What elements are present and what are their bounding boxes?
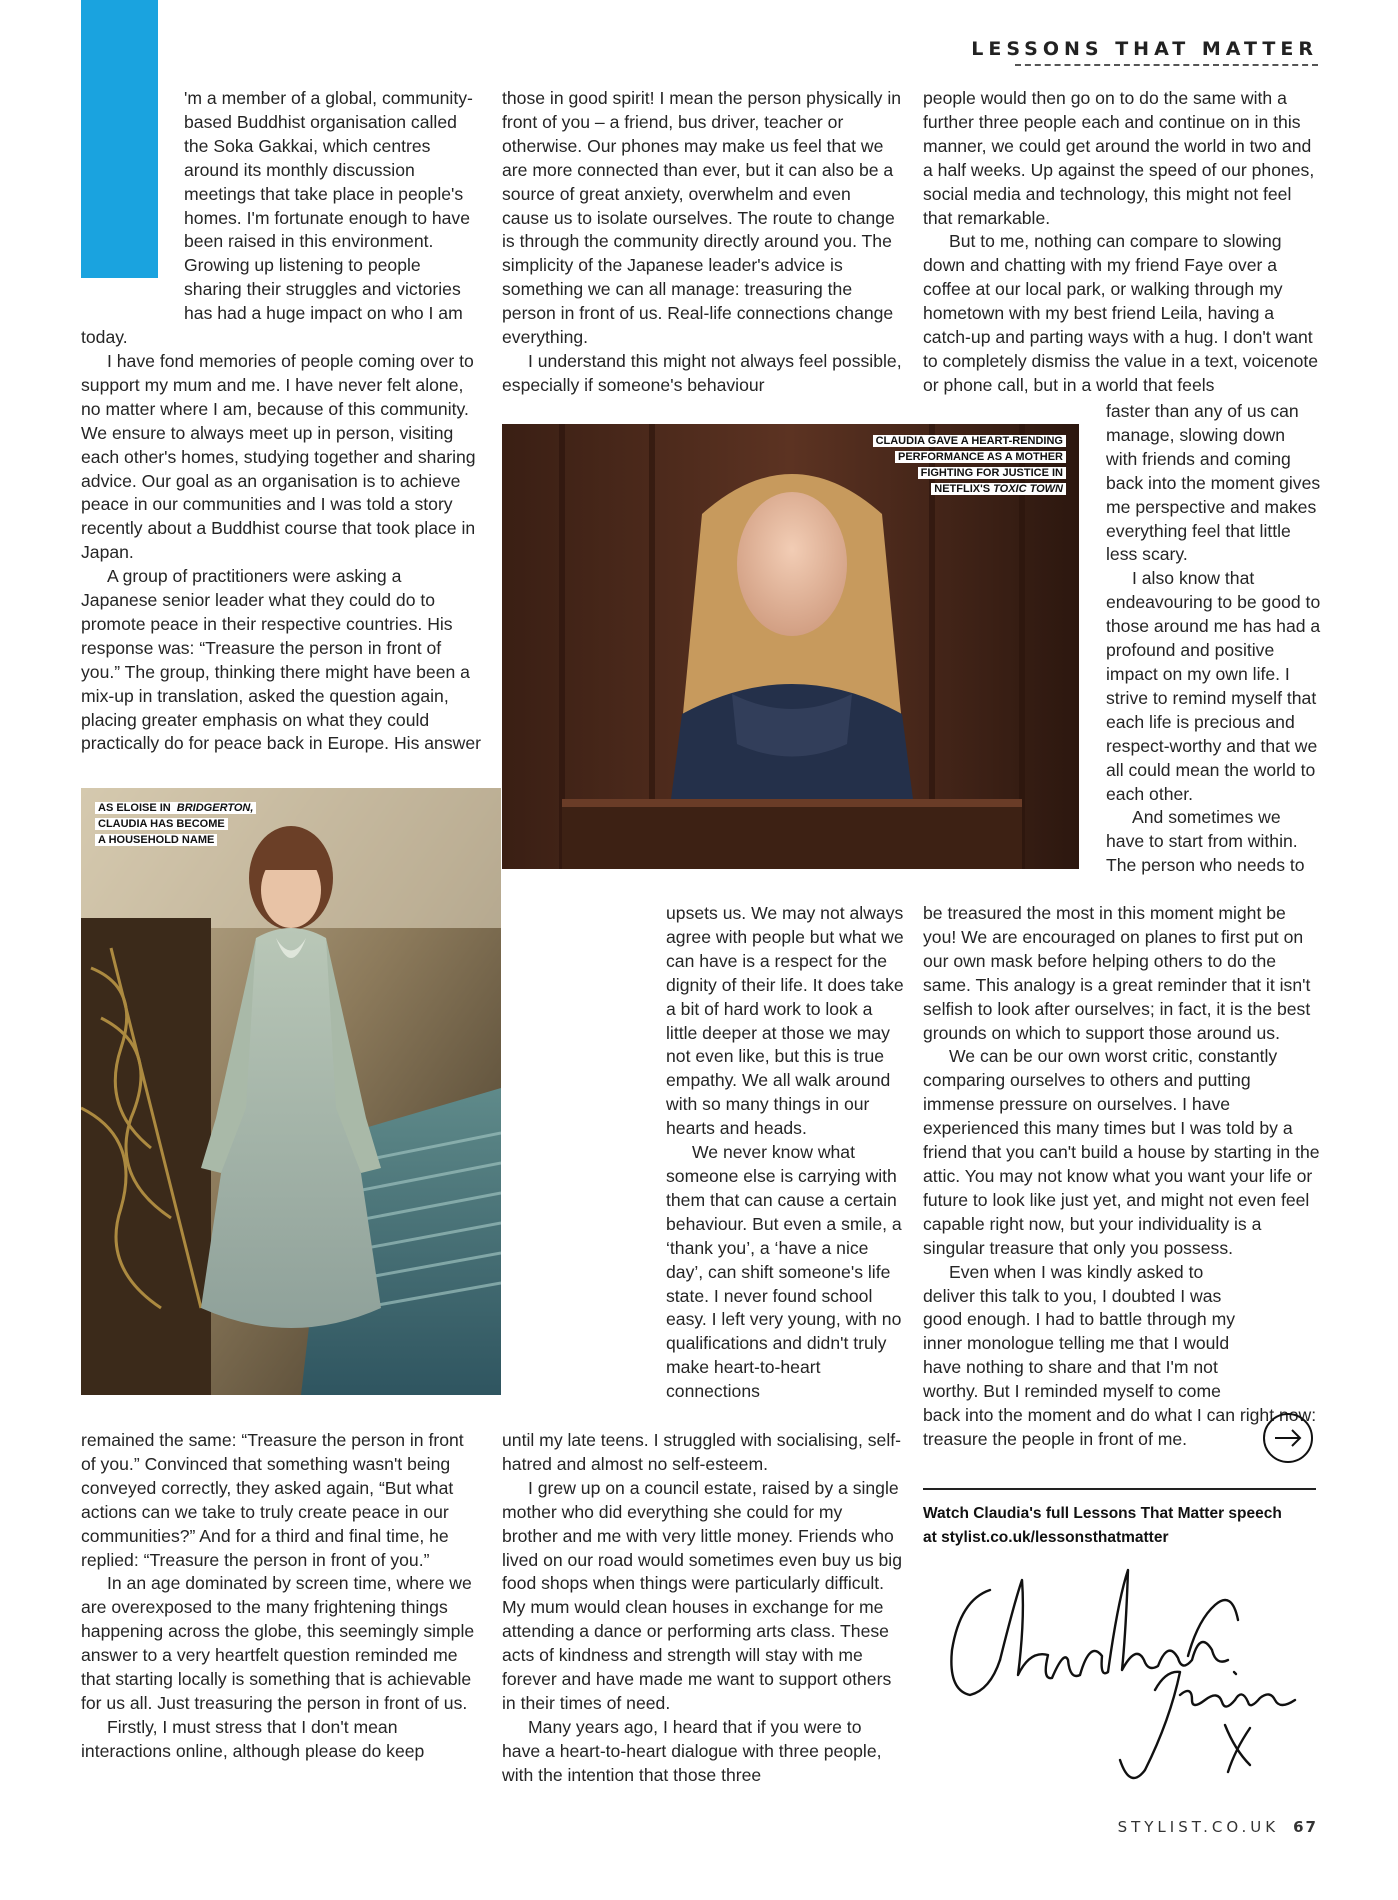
column-3-narrow [1106,400,1321,878]
caption-text: PERFORMANCE AS A MOTHER [895,451,1066,463]
caption-text: A HOUSEHOLD NAME [95,834,217,846]
article-paragraph: In an age dominated by screen time, where we are overexposed to the many frightening things happening across the globe, this seemingly simple answer to a very heartfelt question reminded me that starting locally is something that is achievable for us all. Just treasuring the person in front of us. [81,1573,475,1713]
article-paragraph: people would then go on to do the same with a further three people each and continue on in this manner, we could get around the world in two and a half weeks. Up against the speed of our phones, social media and technology, this might not feel that remarkable. [923,88,1315,228]
article-paragraph: We can be our own worst critic, constantly comparing ourselves to others and putting immense pressure on ourselves. I have experienced this many times but I was told by a friend that you can't build a house by starting in the attic. You may not know what you want your life or future to look like just yet, and might not even feel capable right now, but your individuality is a singular treasure that only you possess. [923,1046,1320,1258]
handwritten-signature [930,1560,1330,1800]
caption-text: CLAUDIA GAVE A HEART-RENDING [873,435,1066,447]
column-2-top [502,87,902,398]
caption-text: CLAUDIA HAS BECOME [95,818,228,830]
article-paragraph: 'm a member of a global, community-based Buddhist organisation called the Soka Gakkai, which centres around its monthly discussion meetings that take place in people's homes. I'm fortunate enough to have been raised in this environment. Growing up listening to people sharing their struggles and victories has had a huge impact on who I am today. [81,88,473,348]
article-paragraph: Firstly, I must stress that I don't mean interactions online, although please do keep [81,1716,425,1761]
column-1-bottom [81,1429,481,1764]
article-paragraph: We never know what someone else is carrying with them that can cause a certain behaviour. But even a smile, a ‘thank you’, a ‘have a nice day’, can shift someone's life state. I never found school easy. I left very young, with no qualifications and didn't truly make heart-to-heart connections [666,1142,902,1402]
column-2-middle [666,902,906,1404]
bridgerton-photo [81,788,501,1395]
bridgerton-caption [95,800,256,848]
caption-text: AS ELOISE IN [95,802,177,814]
final-paragraph-wrap [923,1261,1323,1452]
toxic-town-caption [873,433,1066,497]
article-paragraph: Many years ago, I heard that if you were to have a heart-to-heart dialogue with three people, with the intention that those three [502,1716,882,1785]
column-1-top [81,87,481,756]
article-paragraph: Even when I was kindly asked to deliver this talk to you, I doubted I was good enough. I had to battle through my inner monologue telling me that I would have nothing to share and that I'm not worthy. But I reminded myself to come back into the moment and do what I can right now: treasure the people in front of me. [923,1261,1317,1449]
article-paragraph: I also know that endeavouring to be good to those around me has had a profound and positive impact on my own life. I strive to remind myself that each life is precious and respect-worthy and that we all could mean the world to each other. [1106,568,1321,804]
article-paragraph: I grew up on a council estate, raised by a single mother who did everything she could for my brother and me with very little money. Friends who lived on our road would sometimes even buy us big food shops when things were particularly difficult. My mum would clean houses in exchange for me attending a dance or performing arts class. These acts of kindness and strength will stay with me forever and have made me want to support others in their times of need. [502,1477,902,1713]
article-paragraph: faster than any of us can manage, slowing down with friends and coming back into the moment gives me perspective and makes everything feel that little less scary. [1106,401,1321,565]
page-footer [1118,1818,1318,1836]
page-number: 67 [1293,1818,1318,1836]
watch-cta [923,1502,1323,1550]
article-paragraph: I have fond memories of people coming over to support my mum and me. I have never felt alone, no matter where I am, because of this community. We ensure to always meet up in person, visiting each other's homes, studying together and sharing advice. Our goal as an organisation is to achieve peace in our communities and I was told a story recently about a Buddhist course that took place in Japan. [81,350,476,563]
article-paragraph: until my late teens. I struggled with socialising, self-hatred and almost no self-esteem. [502,1430,901,1474]
column-3-top [923,87,1323,398]
footer-site: STYLIST.CO.UK [1117,1818,1280,1836]
article-paragraph: A group of practitioners were asking a Japanese senior leader what they could do to promote peace in their respective countries. His response was: “Treasure the person in front of you.” The group, thinking there might have been a mix-up in translation, asked the question again, placing greater emphasis on what they could practically do for peace back in Europe. His answer [81,566,481,754]
end-divider [923,1488,1316,1490]
article-paragraph: remained the same: “Treasure the person in front of you.” Convinced that something wasn't being conveyed correctly, they asked again, “But what actions can we take to truly create peace in our communities?” And for a third and final time, he replied: “Treasure the person in front of you.” [81,1430,464,1570]
next-page-button[interactable] [1263,1413,1313,1463]
column-3-bottom [923,902,1323,1452]
caption-show-title: BRIDGERTON, [177,802,257,814]
cta-line: Watch Claudia's full Lessons That Matter speech [923,1505,1282,1522]
article-paragraph: I understand this might not always feel possible, especially if someone's behaviour [502,350,902,395]
article-paragraph: those in good spirit! I mean the person physically in front of you – a friend, bus driver, teacher or otherwise. Our phones may make us feel that we are more connected than ever, but it can also be a source of great anxiety, overwhelm and even cause us to isolate ourselves. The route to change is through the community directly around you. The simplicity of the Japanese leader's advice is something we can all manage: treasuring the person in front of us. Real-life connections change everything. [502,88,902,348]
intro-paragraph-wrap [81,87,481,350]
article-paragraph: upsets us. We may not always agree with people but what we can have is a respect for the dignity of their life. It does take a bit of hard work to look a little deeper at those we may not even like, but this is true empathy. We all walk around with so many things in our hearts and heads. [666,903,904,1139]
article-paragraph: be treasured the most in this moment might be you! We are encouraged on planes to first put on our own mask before helping others to do the same. This analogy is a great reminder that it isn't selfish to look after ourselves; in fact, it is the best grounds on which to support those around us. [923,903,1311,1043]
caption-text: FIGHTING FOR JUSTICE IN [918,467,1066,479]
cta-link[interactable]: at stylist.co.uk/lessonsthatmatter [923,1529,1169,1546]
signature [930,1560,1330,1800]
section-title: LESSONS THAT MATTER [971,38,1318,60]
column-2-bottom [502,1429,902,1788]
article-paragraph: And sometimes we have to start from within. The person who needs to [1106,807,1305,876]
caption-text: NETFLIX'S [931,483,993,495]
arrow-right-circle-icon [1273,1428,1303,1448]
caption-show-title: TOXIC TOWN [993,483,1066,495]
header-divider [1015,64,1318,66]
bridgerton-still-illustration [81,788,501,1395]
article-paragraph: But to me, nothing can compare to slowing down and chatting with my friend Faye over a coffee at our local park, or walking through my hometown with my best friend Leila, having a catch-up and parting ways with a hug. I don't want to completely dismiss the value in a text, voicenote or phone call, but in a world that feels [923,231,1319,395]
